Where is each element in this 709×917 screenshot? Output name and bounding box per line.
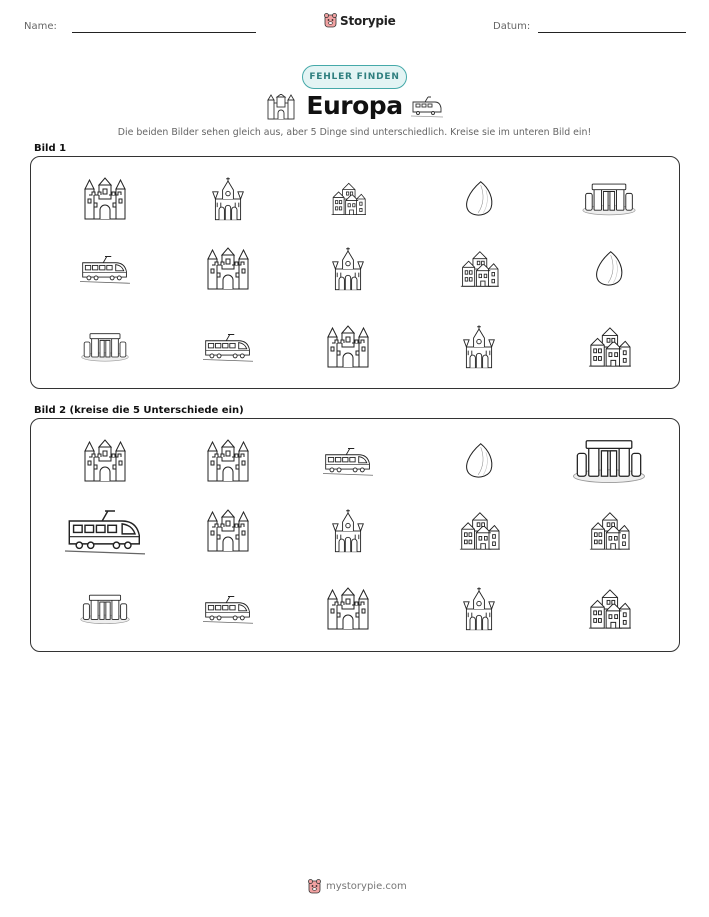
stonehenge-icon[interactable]: [79, 592, 131, 626]
stonehenge-icon[interactable]: [571, 437, 647, 485]
picture1-panel: [30, 156, 680, 389]
instructions: Die beiden Bilder sehen gleich aus, aber 5 Dinge sind unterschiedlich. Kreise sie im unteren Bild ein!: [117, 127, 592, 138]
cathedral-icon: [330, 247, 366, 291]
train-icon[interactable]: [65, 505, 145, 557]
worksheet-type-badge: FEHLER FINDEN: [302, 65, 407, 89]
bear-icon: [324, 13, 337, 28]
castle-icon[interactable]: [83, 439, 127, 483]
almond-icon: [462, 180, 496, 218]
picture1-label: Bild 1: [34, 143, 67, 154]
train-icon: [203, 330, 253, 364]
cathedral-icon[interactable]: [461, 586, 497, 632]
castle-icon[interactable]: [206, 439, 250, 483]
cathedral-icon: [461, 324, 497, 370]
almond-icon: [592, 250, 626, 288]
train-icon: [411, 96, 443, 123]
castle-icon: [206, 247, 250, 291]
cathedral-icon[interactable]: [330, 509, 366, 553]
date-label: Datum:: [493, 21, 531, 32]
footer-site: mystorypie.com: [326, 881, 407, 892]
name-line[interactable]: [72, 32, 256, 33]
picture2-label: Bild 2 (kreise die 5 Unterschiede ein): [34, 405, 244, 416]
village-icon[interactable]: [587, 588, 631, 630]
picture2-panel[interactable]: [30, 418, 680, 652]
train-icon: [80, 252, 130, 286]
almond-icon[interactable]: [462, 442, 496, 480]
castle-icon: [83, 177, 127, 221]
date-line[interactable]: [538, 32, 686, 33]
cathedral-icon: [210, 176, 246, 222]
castle-icon[interactable]: [326, 587, 370, 631]
village-icon[interactable]: [588, 511, 630, 551]
castle-icon[interactable]: [206, 509, 250, 553]
brand-name: Storypie: [340, 13, 396, 28]
village-icon: [587, 326, 631, 368]
stonehenge-icon: [581, 181, 637, 217]
village-icon[interactable]: [458, 511, 500, 551]
castle-icon: [326, 325, 370, 369]
brand-logo: [324, 13, 396, 28]
village-icon: [330, 179, 366, 219]
page-title: Europa: [306, 91, 403, 120]
train-icon[interactable]: [323, 444, 373, 478]
train-icon[interactable]: [203, 592, 253, 626]
stonehenge-icon: [80, 330, 130, 364]
name-label: Name:: [24, 21, 57, 32]
footer: [308, 879, 407, 894]
bear-icon: [308, 879, 321, 894]
village-icon: [459, 250, 499, 288]
